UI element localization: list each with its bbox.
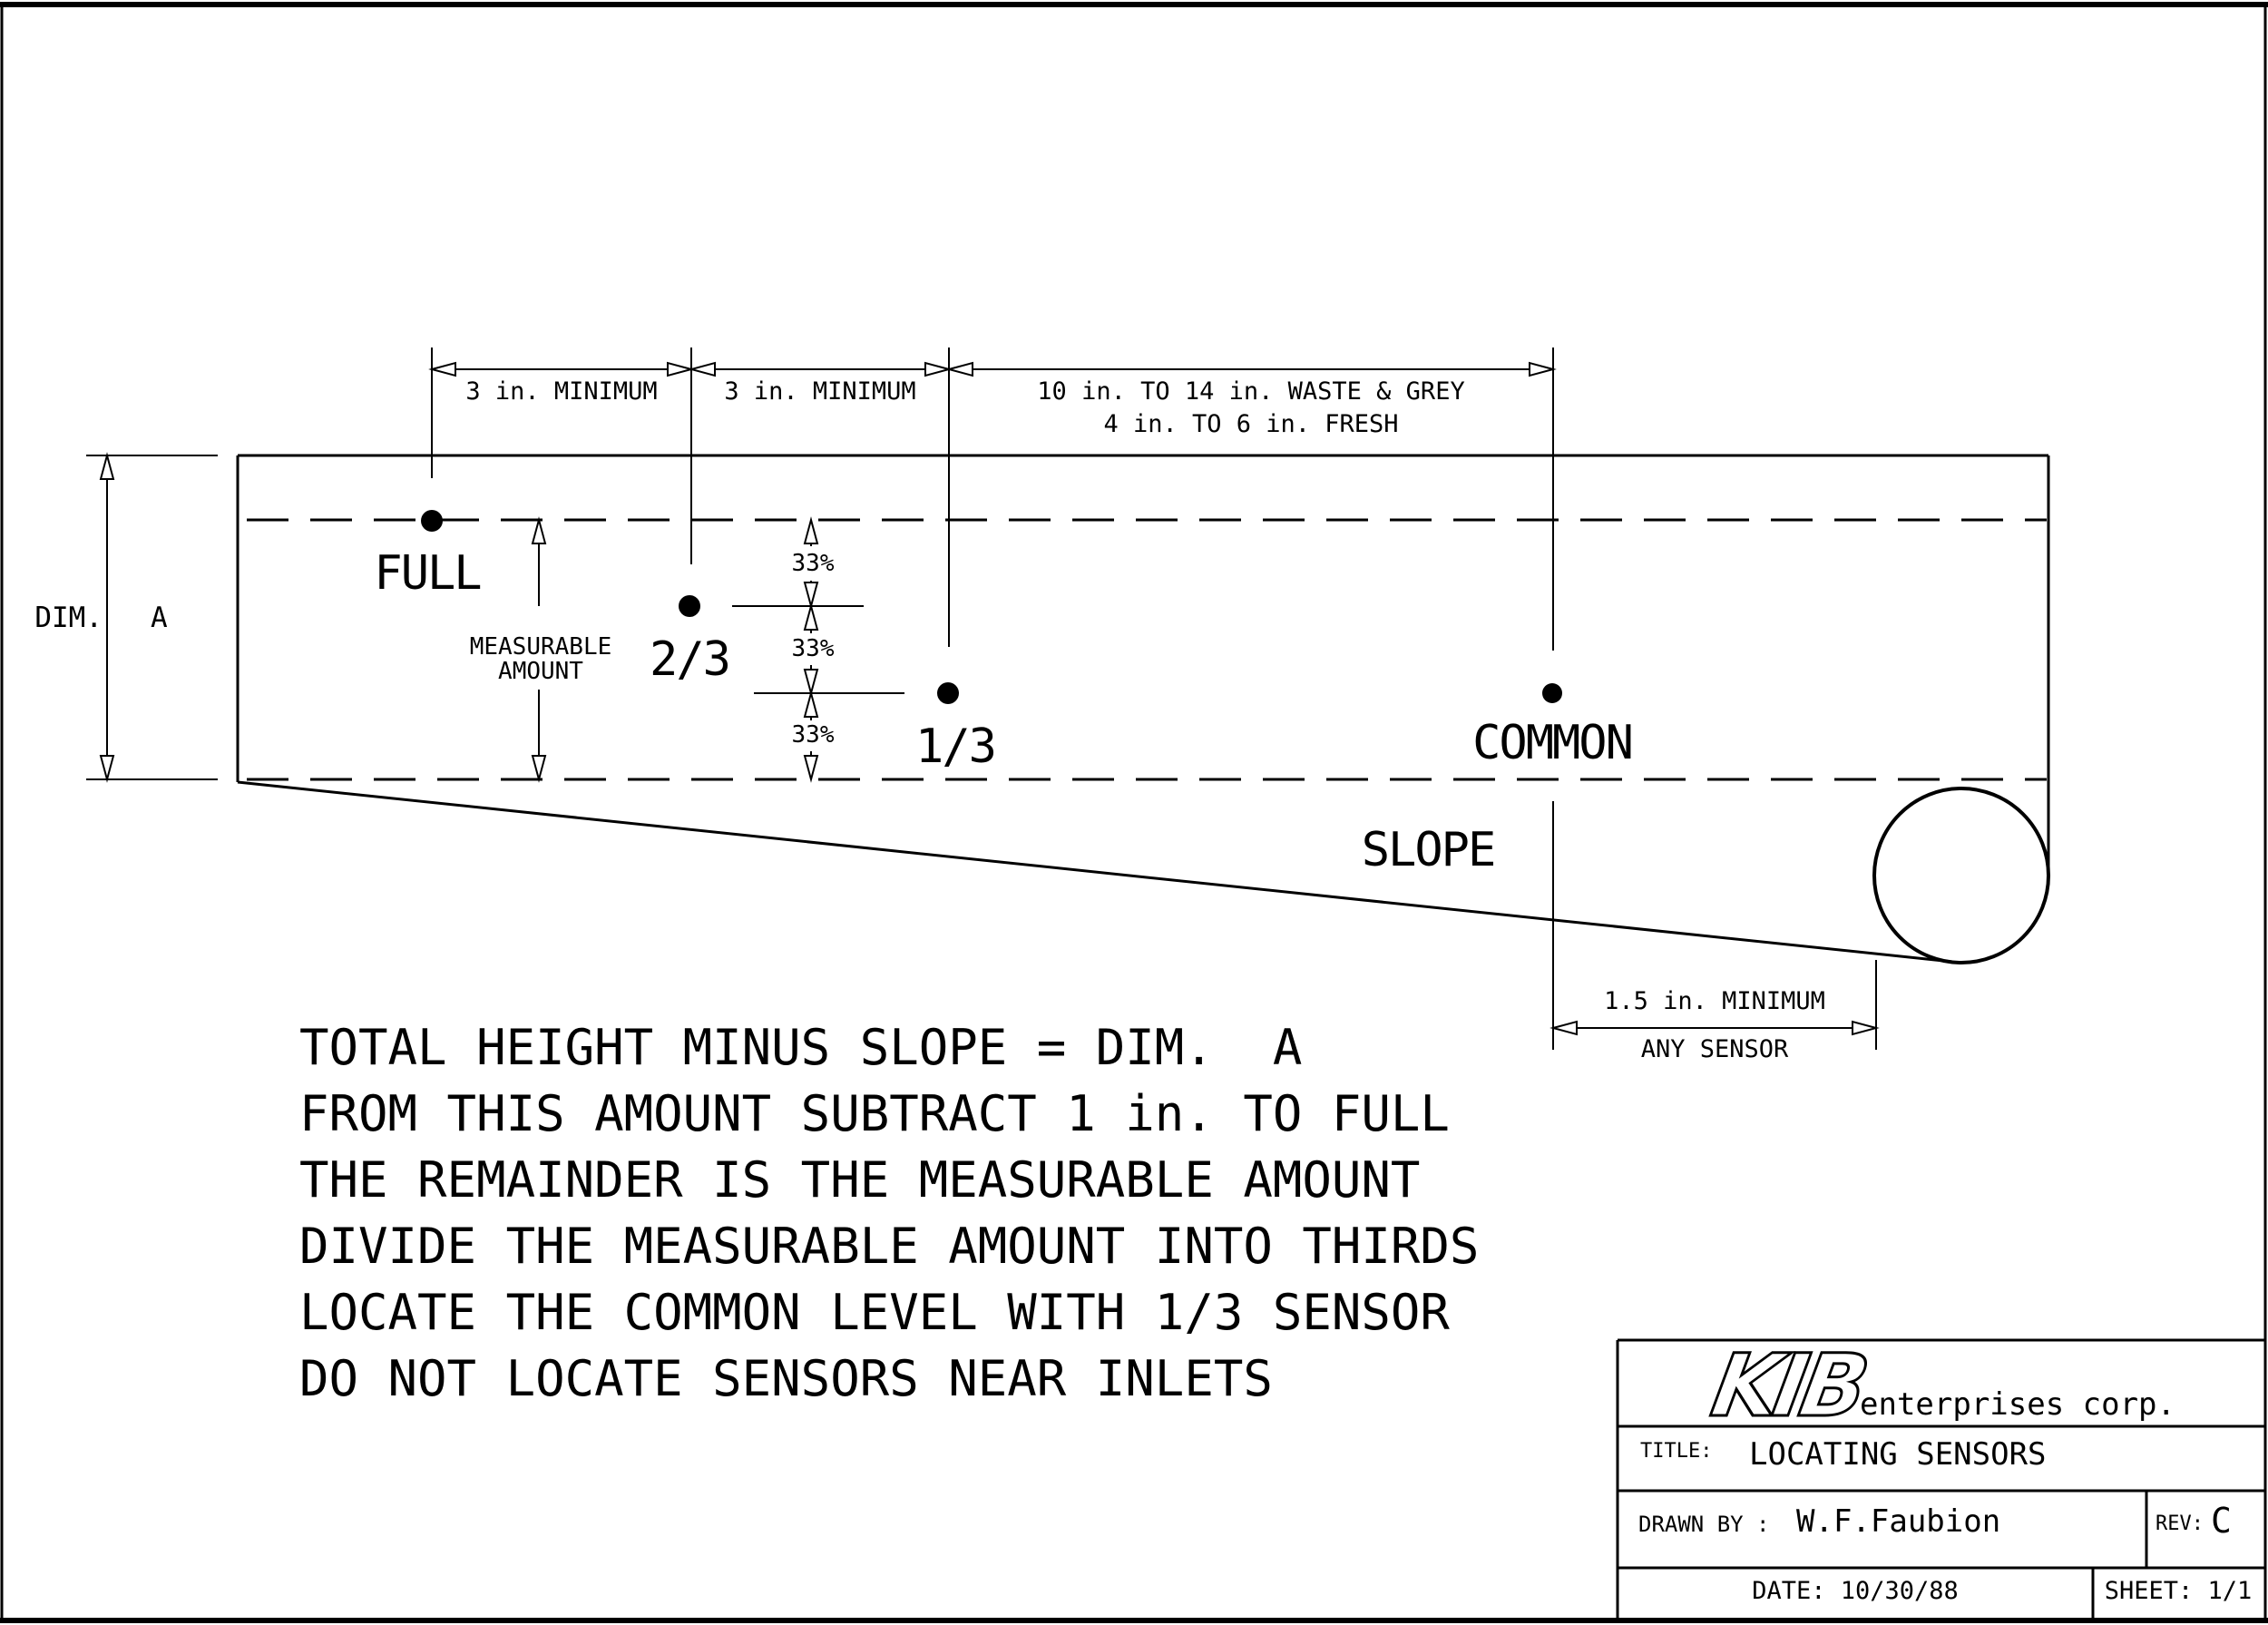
common-label: COMMON	[1472, 716, 1632, 770]
two-thirds-label: 2/3	[650, 632, 729, 687]
rev-value: C	[2211, 1501, 2232, 1541]
company-name: enterprises corp.	[1860, 1386, 2175, 1423]
drain-min-label: 1.5 in. MINIMUM	[1604, 987, 1825, 1015]
thirds-pct-1: 33%	[791, 550, 835, 577]
full-sensor-dot	[421, 510, 443, 532]
note-line-4: DIVIDE THE MEASURABLE AMOUNT INTO THIRDS	[299, 1218, 1480, 1275]
one-third-label: 1/3	[915, 720, 995, 774]
notes-block	[299, 1014, 1479, 1412]
measurable-label-line1: MEASURABLE	[469, 633, 612, 661]
dim-3in-right-label: 3 in. MINIMUM	[724, 377, 916, 406]
drawn-by-value: W.F.Faubion	[1796, 1503, 2001, 1540]
note-line-5: LOCATE THE COMMON LEVEL WITH 1/3 SENSOR	[299, 1284, 1450, 1341]
sensor-dots	[421, 510, 1562, 704]
two-thirds-sensor-dot	[679, 595, 700, 617]
slope-label: SLOPE	[1361, 823, 1495, 877]
dim-a-label: DIM.	[34, 602, 103, 634]
full-label: FULL	[374, 546, 481, 601]
kib-logo-icon: KIB	[1705, 1335, 1872, 1436]
dimension-arrowheads	[101, 363, 1876, 1034]
note-line-6: DO NOT LOCATE SENSORS NEAR INLETS	[299, 1350, 1273, 1407]
dim-fresh-label: 4 in. TO 6 in. FRESH	[1103, 410, 1399, 438]
date-value: DATE: 10/30/88	[1752, 1577, 1959, 1605]
note-line-1: TOTAL HEIGHT MINUS SLOPE = DIM. A	[299, 1019, 1303, 1076]
drain-circle	[1874, 788, 2048, 963]
dim-3in-left-label: 3 in. MINIMUM	[465, 377, 658, 406]
rev-label: REV:	[2156, 1512, 2204, 1535]
note-line-2: FROM THIS AMOUNT SUBTRACT 1 in. TO FULL	[299, 1085, 1450, 1142]
one-third-sensor-dot	[937, 682, 959, 704]
thirds-pct-2: 33%	[791, 635, 835, 662]
tank-outline	[238, 455, 2048, 962]
sheet-value: SHEET: 1/1	[2104, 1577, 2253, 1605]
any-sensor-label: ANY SENSOR	[1640, 1035, 1789, 1063]
drawing-title: LOCATING SENSORS	[1749, 1436, 2047, 1473]
title-label: TITLE:	[1640, 1440, 1713, 1463]
dim-a-value: A	[151, 602, 168, 634]
thirds-pct-3: 33%	[791, 721, 835, 749]
drawn-by-label: DRAWN BY :	[1638, 1512, 1770, 1537]
common-sensor-dot	[1542, 683, 1562, 703]
note-line-3: THE REMAINDER IS THE MEASURABLE AMOUNT	[299, 1151, 1421, 1209]
slope-line	[238, 782, 1952, 962]
dim-waste-grey-label: 10 in. TO 14 in. WASTE & GREY	[1037, 377, 1465, 406]
measurable-label-line2: AMOUNT	[498, 658, 583, 685]
